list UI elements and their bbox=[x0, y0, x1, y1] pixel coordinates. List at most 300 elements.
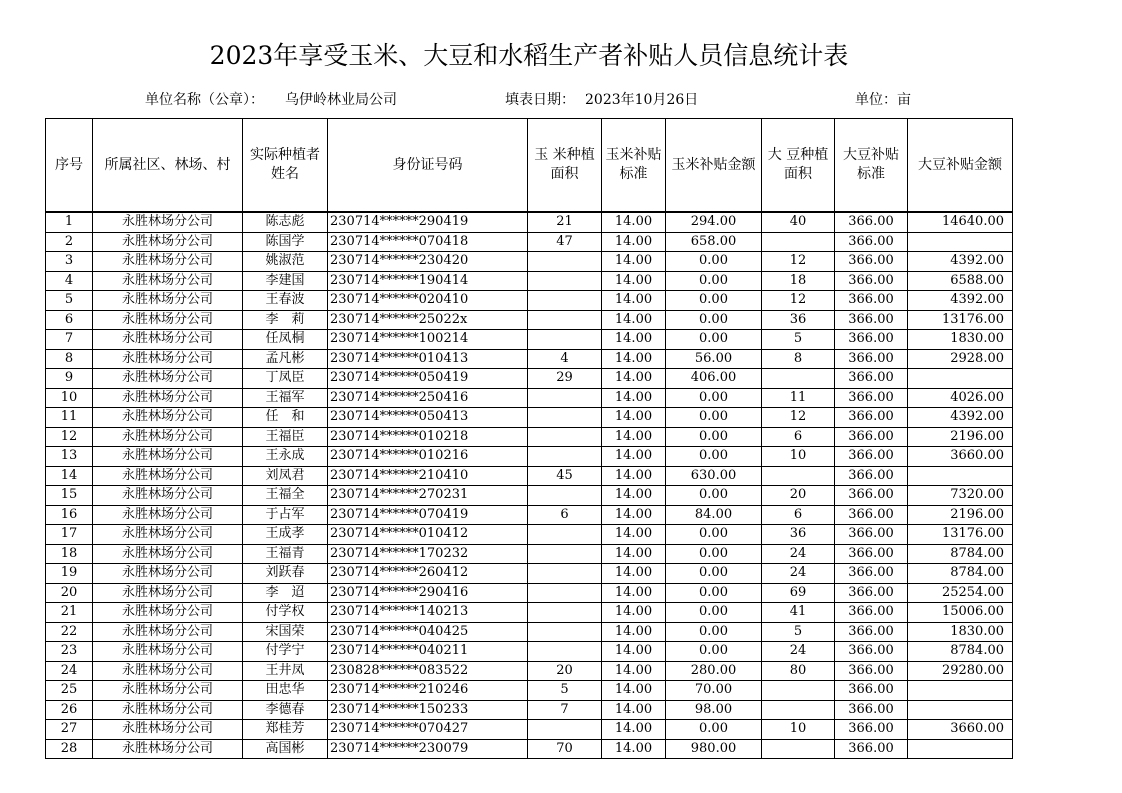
cell-index: 17 bbox=[46, 525, 93, 545]
cell-corn-area bbox=[528, 408, 602, 428]
cell-index: 24 bbox=[46, 661, 93, 681]
cell-index: 10 bbox=[46, 388, 93, 408]
cell-soy-standard: 366.00 bbox=[835, 388, 908, 408]
cell-corn-area bbox=[528, 564, 602, 584]
cell-soy-standard: 366.00 bbox=[835, 661, 908, 681]
cell-soy-amount: 4026.00 bbox=[908, 388, 1013, 408]
header-cell-id-number: 身份证号码 bbox=[328, 119, 528, 213]
cell-grower-name: 王永成 bbox=[243, 447, 328, 467]
cell-soy-amount bbox=[908, 681, 1013, 701]
cell-id-number: 230714******050413 bbox=[328, 408, 528, 428]
cell-id-number: 230714******100214 bbox=[328, 330, 528, 350]
cell-index: 19 bbox=[46, 564, 93, 584]
cell-index: 7 bbox=[46, 330, 93, 350]
cell-soy-amount: 2196.00 bbox=[908, 427, 1013, 447]
cell-id-number: 230714******070419 bbox=[328, 505, 528, 525]
cell-id-number: 230714******260412 bbox=[328, 564, 528, 584]
cell-grower-name: 姚淑范 bbox=[243, 252, 328, 272]
cell-corn-amount: 0.00 bbox=[666, 447, 762, 467]
cell-community: 永胜林场分公司 bbox=[93, 291, 243, 311]
cell-corn-area bbox=[528, 427, 602, 447]
table-row bbox=[46, 212, 1013, 232]
cell-grower-name: 宋国荣 bbox=[243, 622, 328, 642]
cell-community: 永胜林场分公司 bbox=[93, 603, 243, 623]
cell-grower-name: 李 迢 bbox=[243, 583, 328, 603]
cell-id-number: 230714******150233 bbox=[328, 700, 528, 720]
cell-soy-standard: 366.00 bbox=[835, 525, 908, 545]
cell-corn-amount: 0.00 bbox=[666, 564, 762, 584]
cell-corn-area bbox=[528, 291, 602, 311]
cell-soy-amount bbox=[908, 700, 1013, 720]
cell-soy-amount bbox=[908, 466, 1013, 486]
cell-community: 永胜林场分公司 bbox=[93, 310, 243, 330]
cell-soy-standard: 366.00 bbox=[835, 564, 908, 584]
cell-id-number: 230714******230079 bbox=[328, 739, 528, 759]
table-row bbox=[46, 349, 1013, 369]
cell-soy-standard: 366.00 bbox=[835, 330, 908, 350]
cell-community: 永胜林场分公司 bbox=[93, 330, 243, 350]
cell-index: 2 bbox=[46, 232, 93, 252]
table-row bbox=[46, 505, 1013, 525]
cell-corn-amount: 0.00 bbox=[666, 544, 762, 564]
cell-id-number: 230714******270231 bbox=[328, 486, 528, 506]
cell-soy-standard: 366.00 bbox=[835, 271, 908, 291]
cell-grower-name: 刘跃春 bbox=[243, 564, 328, 584]
cell-soy-standard: 366.00 bbox=[835, 622, 908, 642]
cell-soy-standard: 366.00 bbox=[835, 369, 908, 389]
table-row bbox=[46, 739, 1013, 759]
cell-soy-area bbox=[762, 232, 835, 252]
cell-corn-standard: 14.00 bbox=[602, 252, 666, 272]
cell-index: 13 bbox=[46, 447, 93, 467]
cell-id-number: 230714******210410 bbox=[328, 466, 528, 486]
cell-id-number: 230714******210246 bbox=[328, 681, 528, 701]
cell-corn-standard: 14.00 bbox=[602, 427, 666, 447]
cell-soy-standard: 366.00 bbox=[835, 252, 908, 272]
cell-soy-area bbox=[762, 681, 835, 701]
cell-grower-name: 任凤桐 bbox=[243, 330, 328, 350]
cell-community: 永胜林场分公司 bbox=[93, 369, 243, 389]
page-title: 2023年享受玉米、大豆和水稻生产者补贴人员信息统计表 bbox=[209, 41, 849, 70]
cell-index: 12 bbox=[46, 427, 93, 447]
cell-community: 永胜林场分公司 bbox=[93, 466, 243, 486]
cell-soy-area: 12 bbox=[762, 291, 835, 311]
cell-soy-standard: 366.00 bbox=[835, 408, 908, 428]
cell-index: 25 bbox=[46, 681, 93, 701]
cell-soy-standard: 366.00 bbox=[835, 720, 908, 740]
cell-soy-amount: 2196.00 bbox=[908, 505, 1013, 525]
cell-corn-standard: 14.00 bbox=[602, 408, 666, 428]
cell-corn-standard: 14.00 bbox=[602, 583, 666, 603]
header-cell-corn-standard: 玉米补贴标准 bbox=[602, 119, 666, 213]
cell-corn-amount: 0.00 bbox=[666, 583, 762, 603]
cell-corn-area bbox=[528, 583, 602, 603]
cell-corn-area bbox=[528, 252, 602, 272]
cell-corn-standard: 14.00 bbox=[602, 291, 666, 311]
cell-soy-amount: 1830.00 bbox=[908, 622, 1013, 642]
cell-corn-standard: 14.00 bbox=[602, 700, 666, 720]
cell-corn-amount: 280.00 bbox=[666, 661, 762, 681]
measure-unit: 单位：亩 bbox=[855, 92, 911, 108]
cell-corn-standard: 14.00 bbox=[602, 388, 666, 408]
cell-community: 永胜林场分公司 bbox=[93, 544, 243, 564]
cell-corn-area bbox=[528, 486, 602, 506]
cell-soy-standard: 366.00 bbox=[835, 466, 908, 486]
cell-soy-amount: 2928.00 bbox=[908, 349, 1013, 369]
cell-grower-name: 高国彬 bbox=[243, 739, 328, 759]
cell-corn-area: 6 bbox=[528, 505, 602, 525]
table-row bbox=[46, 427, 1013, 447]
cell-soy-amount: 7320.00 bbox=[908, 486, 1013, 506]
cell-corn-amount: 0.00 bbox=[666, 486, 762, 506]
cell-corn-amount: 0.00 bbox=[666, 330, 762, 350]
cell-corn-amount: 0.00 bbox=[666, 388, 762, 408]
header-cell-corn-amount: 玉米补贴金额 bbox=[666, 119, 762, 213]
cell-corn-amount: 0.00 bbox=[666, 642, 762, 662]
cell-corn-standard: 14.00 bbox=[602, 661, 666, 681]
cell-soy-standard: 366.00 bbox=[835, 349, 908, 369]
cell-soy-area: 8 bbox=[762, 349, 835, 369]
table-row bbox=[46, 564, 1013, 584]
cell-soy-area: 6 bbox=[762, 505, 835, 525]
cell-community: 永胜林场分公司 bbox=[93, 661, 243, 681]
header-cell-grower-name: 实际种植者姓名 bbox=[243, 119, 328, 213]
cell-community: 永胜林场分公司 bbox=[93, 622, 243, 642]
cell-soy-amount: 8784.00 bbox=[908, 564, 1013, 584]
table-row bbox=[46, 310, 1013, 330]
cell-community: 永胜林场分公司 bbox=[93, 349, 243, 369]
cell-id-number: 230714******050419 bbox=[328, 369, 528, 389]
cell-corn-standard: 14.00 bbox=[602, 642, 666, 662]
cell-corn-amount: 630.00 bbox=[666, 466, 762, 486]
cell-id-number: 230714******250416 bbox=[328, 388, 528, 408]
cell-corn-amount: 56.00 bbox=[666, 349, 762, 369]
cell-soy-area: 10 bbox=[762, 447, 835, 467]
cell-index: 15 bbox=[46, 486, 93, 506]
cell-grower-name: 付学宁 bbox=[243, 642, 328, 662]
cell-soy-standard: 366.00 bbox=[835, 603, 908, 623]
cell-grower-name: 付学权 bbox=[243, 603, 328, 623]
cell-grower-name: 王春波 bbox=[243, 291, 328, 311]
cell-soy-amount: 4392.00 bbox=[908, 408, 1013, 428]
cell-soy-amount: 15006.00 bbox=[908, 603, 1013, 623]
header-cell-soy-standard: 大豆补贴标准 bbox=[835, 119, 908, 213]
cell-grower-name: 田忠华 bbox=[243, 681, 328, 701]
cell-community: 永胜林场分公司 bbox=[93, 271, 243, 291]
cell-id-number: 230828******083522 bbox=[328, 661, 528, 681]
cell-community: 永胜林场分公司 bbox=[93, 583, 243, 603]
cell-community: 永胜林场分公司 bbox=[93, 447, 243, 467]
cell-soy-amount: 14640.00 bbox=[908, 212, 1013, 232]
cell-corn-amount: 294.00 bbox=[666, 212, 762, 232]
table-row bbox=[46, 583, 1013, 603]
cell-soy-area: 11 bbox=[762, 388, 835, 408]
cell-soy-area: 12 bbox=[762, 408, 835, 428]
cell-grower-name: 王井凤 bbox=[243, 661, 328, 681]
cell-community: 永胜林场分公司 bbox=[93, 564, 243, 584]
cell-soy-area: 40 bbox=[762, 212, 835, 232]
cell-corn-area bbox=[528, 310, 602, 330]
cell-soy-standard: 366.00 bbox=[835, 486, 908, 506]
cell-soy-amount: 13176.00 bbox=[908, 525, 1013, 545]
table-row bbox=[46, 622, 1013, 642]
cell-corn-amount: 0.00 bbox=[666, 603, 762, 623]
header-cell-soy-area: 大 豆种植面积 bbox=[762, 119, 835, 213]
cell-index: 11 bbox=[46, 408, 93, 428]
cell-community: 永胜林场分公司 bbox=[93, 739, 243, 759]
cell-soy-amount bbox=[908, 232, 1013, 252]
cell-soy-amount: 25254.00 bbox=[908, 583, 1013, 603]
cell-soy-standard: 366.00 bbox=[835, 583, 908, 603]
cell-corn-amount: 0.00 bbox=[666, 720, 762, 740]
cell-id-number: 230714******170232 bbox=[328, 544, 528, 564]
cell-corn-standard: 14.00 bbox=[602, 564, 666, 584]
cell-id-number: 230714******290416 bbox=[328, 583, 528, 603]
cell-community: 永胜林场分公司 bbox=[93, 427, 243, 447]
table-row bbox=[46, 252, 1013, 272]
cell-grower-name: 孟凡彬 bbox=[243, 349, 328, 369]
cell-corn-area: 5 bbox=[528, 681, 602, 701]
cell-corn-amount: 0.00 bbox=[666, 525, 762, 545]
cell-index: 23 bbox=[46, 642, 93, 662]
cell-corn-standard: 14.00 bbox=[602, 720, 666, 740]
cell-index: 5 bbox=[46, 291, 93, 311]
cell-index: 21 bbox=[46, 603, 93, 623]
cell-grower-name: 陈志彪 bbox=[243, 212, 328, 232]
table-row bbox=[46, 544, 1013, 564]
fill-date-value: 2023年10月26日 bbox=[585, 92, 699, 108]
cell-id-number: 230714******010218 bbox=[328, 427, 528, 447]
cell-grower-name: 丁凤臣 bbox=[243, 369, 328, 389]
cell-corn-standard: 14.00 bbox=[602, 330, 666, 350]
table-row bbox=[46, 447, 1013, 467]
cell-index: 22 bbox=[46, 622, 93, 642]
cell-corn-standard: 14.00 bbox=[602, 271, 666, 291]
table-row bbox=[46, 486, 1013, 506]
cell-community: 永胜林场分公司 bbox=[93, 505, 243, 525]
table-row bbox=[46, 466, 1013, 486]
cell-index: 8 bbox=[46, 349, 93, 369]
cell-soy-amount: 6588.00 bbox=[908, 271, 1013, 291]
cell-soy-amount: 3660.00 bbox=[908, 720, 1013, 740]
cell-corn-area: 47 bbox=[528, 232, 602, 252]
cell-soy-area: 24 bbox=[762, 544, 835, 564]
cell-corn-standard: 14.00 bbox=[602, 622, 666, 642]
cell-corn-area bbox=[528, 622, 602, 642]
cell-soy-amount: 4392.00 bbox=[908, 252, 1013, 272]
cell-corn-standard: 14.00 bbox=[602, 212, 666, 232]
cell-soy-amount: 13176.00 bbox=[908, 310, 1013, 330]
cell-soy-standard: 366.00 bbox=[835, 739, 908, 759]
cell-soy-amount: 1830.00 bbox=[908, 330, 1013, 350]
cell-soy-area: 5 bbox=[762, 622, 835, 642]
cell-soy-amount bbox=[908, 369, 1013, 389]
cell-soy-standard: 366.00 bbox=[835, 642, 908, 662]
header-cell-index: 序号 bbox=[46, 119, 93, 213]
cell-soy-area: 10 bbox=[762, 720, 835, 740]
cell-corn-amount: 0.00 bbox=[666, 252, 762, 272]
unit-name-value: 乌伊岭林业局公司 bbox=[285, 92, 397, 108]
cell-grower-name: 王成孝 bbox=[243, 525, 328, 545]
cell-soy-amount: 8784.00 bbox=[908, 544, 1013, 564]
cell-soy-standard: 366.00 bbox=[835, 310, 908, 330]
cell-soy-area: 24 bbox=[762, 564, 835, 584]
cell-index: 18 bbox=[46, 544, 93, 564]
cell-corn-standard: 14.00 bbox=[602, 486, 666, 506]
cell-corn-area: 20 bbox=[528, 661, 602, 681]
cell-corn-area: 29 bbox=[528, 369, 602, 389]
table-row bbox=[46, 291, 1013, 311]
cell-corn-amount: 980.00 bbox=[666, 739, 762, 759]
cell-index: 16 bbox=[46, 505, 93, 525]
cell-id-number: 230714******070427 bbox=[328, 720, 528, 740]
cell-soy-standard: 366.00 bbox=[835, 700, 908, 720]
cell-index: 6 bbox=[46, 310, 93, 330]
cell-corn-standard: 14.00 bbox=[602, 447, 666, 467]
cell-soy-standard: 366.00 bbox=[835, 681, 908, 701]
cell-soy-area: 20 bbox=[762, 486, 835, 506]
cell-soy-standard: 366.00 bbox=[835, 212, 908, 232]
cell-id-number: 230714******230420 bbox=[328, 252, 528, 272]
cell-index: 9 bbox=[46, 369, 93, 389]
subsidy-table bbox=[45, 118, 1013, 759]
cell-soy-area: 18 bbox=[762, 271, 835, 291]
cell-corn-area bbox=[528, 720, 602, 740]
header-cell-soy-amount: 大豆补贴金额 bbox=[908, 119, 1013, 213]
cell-corn-standard: 14.00 bbox=[602, 505, 666, 525]
table-row bbox=[46, 369, 1013, 389]
cell-community: 永胜林场分公司 bbox=[93, 212, 243, 232]
header-cell-community: 所属社区、林场、村 bbox=[93, 119, 243, 213]
cell-corn-standard: 14.00 bbox=[602, 603, 666, 623]
unit-name-label: 单位名称（公章）： bbox=[145, 92, 264, 108]
cell-id-number: 230714******010216 bbox=[328, 447, 528, 467]
table-row bbox=[46, 661, 1013, 681]
cell-corn-standard: 14.00 bbox=[602, 466, 666, 486]
cell-grower-name: 郑桂芳 bbox=[243, 720, 328, 740]
cell-grower-name: 于占军 bbox=[243, 505, 328, 525]
cell-corn-amount: 98.00 bbox=[666, 700, 762, 720]
cell-soy-area: 5 bbox=[762, 330, 835, 350]
table-row bbox=[46, 271, 1013, 291]
cell-index: 27 bbox=[46, 720, 93, 740]
cell-corn-area bbox=[528, 544, 602, 564]
cell-corn-standard: 14.00 bbox=[602, 232, 666, 252]
cell-soy-area: 80 bbox=[762, 661, 835, 681]
cell-soy-standard: 366.00 bbox=[835, 544, 908, 564]
cell-community: 永胜林场分公司 bbox=[93, 486, 243, 506]
table-row bbox=[46, 700, 1013, 720]
cell-corn-area: 7 bbox=[528, 700, 602, 720]
cell-soy-amount: 8784.00 bbox=[908, 642, 1013, 662]
cell-corn-amount: 70.00 bbox=[666, 681, 762, 701]
cell-index: 14 bbox=[46, 466, 93, 486]
cell-corn-amount: 406.00 bbox=[666, 369, 762, 389]
cell-community: 永胜林场分公司 bbox=[93, 720, 243, 740]
cell-grower-name: 任 和 bbox=[243, 408, 328, 428]
table-row bbox=[46, 388, 1013, 408]
cell-corn-standard: 14.00 bbox=[602, 739, 666, 759]
cell-soy-standard: 366.00 bbox=[835, 427, 908, 447]
cell-corn-standard: 14.00 bbox=[602, 544, 666, 564]
cell-soy-area bbox=[762, 466, 835, 486]
cell-corn-area bbox=[528, 271, 602, 291]
cell-id-number: 230714******020410 bbox=[328, 291, 528, 311]
cell-soy-standard: 366.00 bbox=[835, 447, 908, 467]
cell-grower-name: 李建国 bbox=[243, 271, 328, 291]
cell-corn-amount: 84.00 bbox=[666, 505, 762, 525]
cell-soy-area: 24 bbox=[762, 642, 835, 662]
cell-soy-area: 36 bbox=[762, 525, 835, 545]
cell-grower-name: 王福青 bbox=[243, 544, 328, 564]
cell-soy-area bbox=[762, 739, 835, 759]
cell-corn-standard: 14.00 bbox=[602, 310, 666, 330]
cell-soy-amount: 29280.00 bbox=[908, 661, 1013, 681]
cell-corn-amount: 0.00 bbox=[666, 622, 762, 642]
table-row bbox=[46, 330, 1013, 350]
cell-index: 3 bbox=[46, 252, 93, 272]
cell-corn-area bbox=[528, 603, 602, 623]
table-row bbox=[46, 603, 1013, 623]
cell-community: 永胜林场分公司 bbox=[93, 232, 243, 252]
cell-index: 28 bbox=[46, 739, 93, 759]
cell-corn-area bbox=[528, 447, 602, 467]
cell-community: 永胜林场分公司 bbox=[93, 525, 243, 545]
cell-id-number: 230714******070418 bbox=[328, 232, 528, 252]
cell-corn-amount: 0.00 bbox=[666, 291, 762, 311]
cell-corn-amount: 0.00 bbox=[666, 427, 762, 447]
cell-soy-area: 6 bbox=[762, 427, 835, 447]
cell-corn-area: 21 bbox=[528, 212, 602, 232]
cell-id-number: 230714******040425 bbox=[328, 622, 528, 642]
cell-index: 4 bbox=[46, 271, 93, 291]
cell-corn-standard: 14.00 bbox=[602, 525, 666, 545]
table-row bbox=[46, 642, 1013, 662]
cell-community: 永胜林场分公司 bbox=[93, 252, 243, 272]
table-header-row bbox=[46, 119, 1013, 213]
cell-corn-standard: 14.00 bbox=[602, 369, 666, 389]
cell-corn-area bbox=[528, 388, 602, 408]
cell-id-number: 230714******190414 bbox=[328, 271, 528, 291]
cell-grower-name: 王福军 bbox=[243, 388, 328, 408]
cell-soy-standard: 366.00 bbox=[835, 505, 908, 525]
cell-corn-area: 70 bbox=[528, 739, 602, 759]
cell-id-number: 230714******010413 bbox=[328, 349, 528, 369]
cell-soy-standard: 366.00 bbox=[835, 291, 908, 311]
cell-id-number: 230714******040211 bbox=[328, 642, 528, 662]
cell-corn-area: 45 bbox=[528, 466, 602, 486]
cell-grower-name: 李德春 bbox=[243, 700, 328, 720]
cell-grower-name: 陈国学 bbox=[243, 232, 328, 252]
cell-soy-area: 36 bbox=[762, 310, 835, 330]
cell-soy-amount bbox=[908, 739, 1013, 759]
cell-id-number: 230714******140213 bbox=[328, 603, 528, 623]
header-cell-corn-area: 玉 米种植面积 bbox=[528, 119, 602, 213]
cell-soy-area bbox=[762, 369, 835, 389]
cell-soy-amount: 3660.00 bbox=[908, 447, 1013, 467]
cell-id-number: 230714******290419 bbox=[328, 212, 528, 232]
cell-grower-name: 王福臣 bbox=[243, 427, 328, 447]
cell-corn-amount: 658.00 bbox=[666, 232, 762, 252]
cell-soy-amount: 4392.00 bbox=[908, 291, 1013, 311]
table-row bbox=[46, 408, 1013, 428]
cell-id-number: 230714******25022x bbox=[328, 310, 528, 330]
cell-community: 永胜林场分公司 bbox=[93, 388, 243, 408]
cell-grower-name: 刘凤君 bbox=[243, 466, 328, 486]
cell-corn-standard: 14.00 bbox=[602, 349, 666, 369]
cell-index: 20 bbox=[46, 583, 93, 603]
cell-corn-area bbox=[528, 642, 602, 662]
